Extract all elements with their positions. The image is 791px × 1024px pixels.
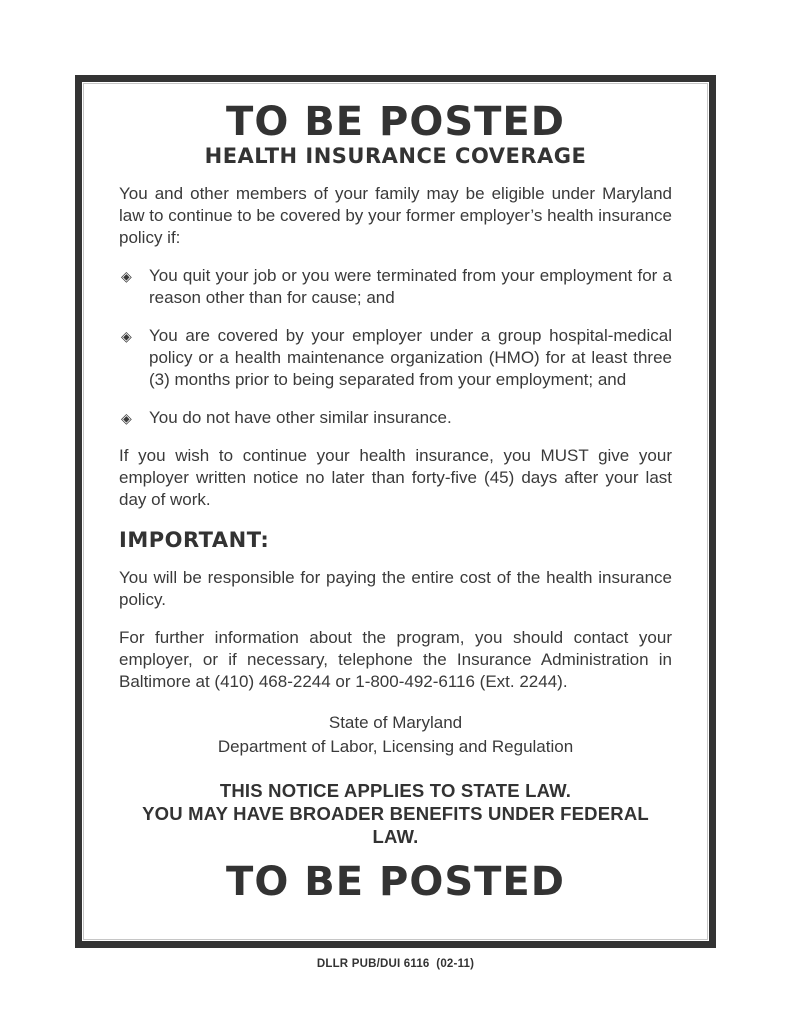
list-item (119, 265, 672, 309)
list-item (119, 407, 672, 429)
contact-paragraph: For further information about the program, you should contact your employer, or if necessary, telephone the Insurance Administration in Baltimore at (410) 468-2244 or 1-800-492-6116 (Ext. 2244). (119, 628, 672, 692)
eligibility-list (119, 265, 672, 429)
list-item-text: You are covered by your employer under a group hospital-medical policy or a health maintenance organization (HMO) for at least three (3) months prior to being separated from your employment; and (149, 326, 672, 389)
agency-line-department: Department of Labor, Licensing and Regulation (217, 737, 574, 757)
law-notice-line-1: THIS NOTICE APPLIES TO STATE LAW. (219, 780, 572, 802)
diamond-bullet-icon: ◈ (121, 410, 132, 426)
page-subtitle: HEALTH INSURANCE COVERAGE (204, 144, 587, 168)
important-heading: IMPORTANT: (119, 528, 270, 552)
page-title: TO BE POSTED (226, 99, 565, 145)
law-notice-block (119, 779, 672, 848)
diamond-bullet-icon: ◈ (121, 328, 132, 344)
notice-frame-inner (83, 83, 708, 940)
diamond-bullet-icon: ◈ (121, 268, 132, 284)
responsibility-paragraph: You will be responsible for paying the entire cost of the health insurance policy. (119, 568, 672, 610)
document-code: DLLR PUB/DUI 6116 (02-11) (316, 958, 475, 970)
intro-paragraph: You and other members of your family may be eligible under Maryland law to continue to be covered by your former employer’s health insurance policy if: (119, 184, 672, 247)
law-notice-line-2: YOU MAY HAVE BROADER BENEFITS UNDER FEDERAL LAW. (142, 803, 649, 848)
list-item-text: You do not have other similar insurance. (149, 408, 452, 427)
list-item (119, 325, 672, 391)
notice-paragraph: If you wish to continue your health insurance, you MUST give your employer written notice no later than forty-five (45) days after your last day of work. (119, 446, 672, 509)
agency-block (119, 711, 672, 759)
list-item-text: You quit your job or you were terminated from your employment for a reason other than for cause; and (149, 266, 672, 307)
agency-line-state: State of Maryland (328, 713, 463, 733)
notice-frame (75, 75, 716, 948)
closing-title: TO BE POSTED (226, 859, 565, 906)
